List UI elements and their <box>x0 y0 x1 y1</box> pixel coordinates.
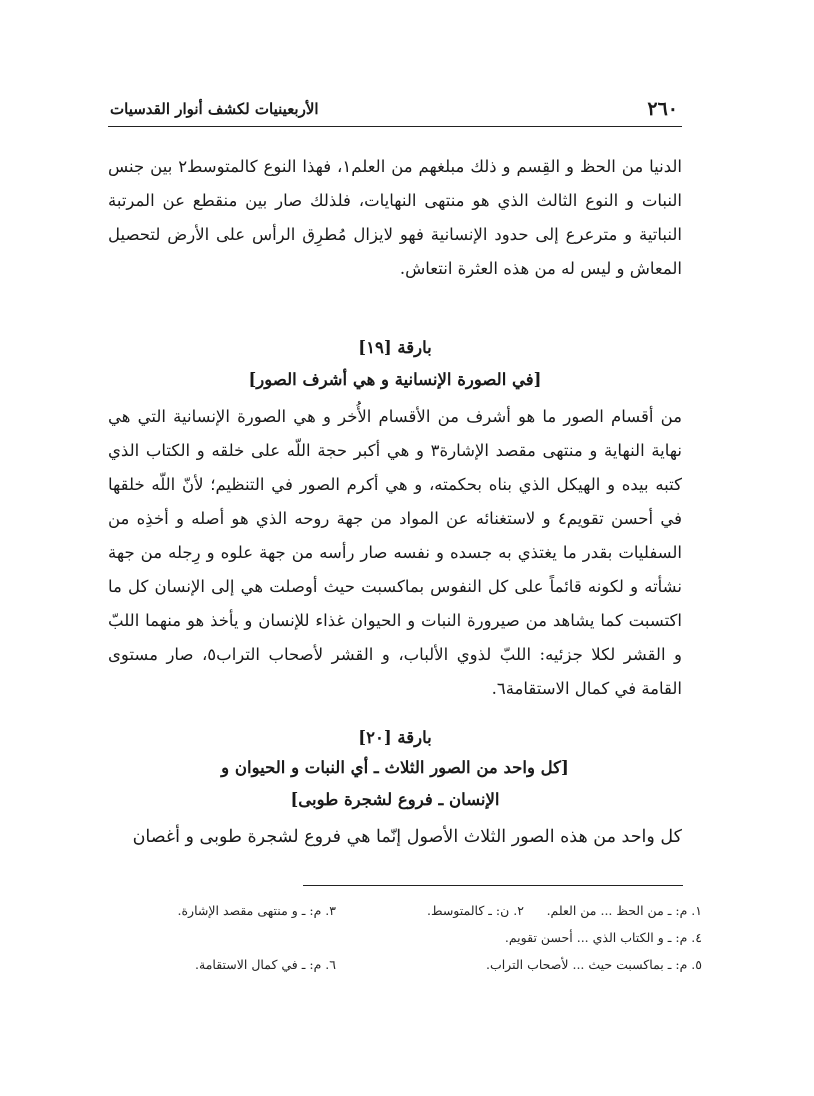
section-20-number: بارقة [٢٠] <box>358 728 432 747</box>
footnote-4: ٤. م: ـ و الكتاب الذي ... أحسن تقويم. <box>504 930 702 945</box>
footnote-3: ٣. م: ـ و منتهى مقصد الإشارة. <box>177 903 336 918</box>
footnote-5: ٥. م: ـ بماكسبت حيث ... لأصحاب التراب. <box>485 957 702 972</box>
footnote-divider <box>303 885 683 886</box>
section-20-title-line2: الإنسان ـ فروع لشجرة طوبى] <box>290 790 500 809</box>
section-19-number: بارقة [١٩] <box>358 338 432 357</box>
footnote-2: ٢. ن: ـ كالمتوسط. <box>426 903 524 918</box>
section-19-title: [في الصورة الإنسانية و هي أشرف الصور] <box>248 370 542 389</box>
section-20-title-line1: [كل واحد من الصور الثلاث ـ أي النبات و الحيوان و <box>221 758 569 777</box>
footnote-1: ١. م: ـ من الحظ ... من العلم. <box>546 903 702 918</box>
section-20-body: كل واحد من هذه الصور الثلاث الأصول إنّما هي فروع لشجرة طوبى و أغصان <box>132 827 682 847</box>
running-header <box>108 92 682 127</box>
running-title: الأربعينيات لكشف أنوار القدسيات <box>110 100 319 118</box>
footnote-6: ٦. م: ـ في كمال الاستقامة. <box>195 957 336 972</box>
page-number: ٢٦٠ <box>647 98 678 120</box>
paragraph-continuation: الدنيا من الحظ و القِسم و ذلك مبلغهم من العلم١، فهذا النوع كالمتوسط٢ بين جنس النبات و النوع الثالث الذي هو منتهى النهايات، فلذلك صار بين منقطع عن المرتبة النباتية و مترعرع إلى حدود الإنسانية فهو لايزال مُطرِق الرأس على الأرض لتحصيل المعاش و ليس له من هذه العثرة انتعاش. <box>108 157 683 278</box>
section-19-body: من أقسام الصور ما هو أشرف من الأقسام الأُخر و هي الصورة الإنسانية التي هي نهاية النهاية و منتهى مقصد الإشارة٣ و هي أكبر حجة اللّه على خلقه و الكتاب الذي كتبه بيده و الهيكل الذي بناه بحكمته، و هي أكرم الصور في التنظيم؛ لأنّ اللّه خلقها في أحسن تقويم٤ و لاستغنائه عن المواد من جهة روحه الذي هو أصله و أخذِه من السفليات بقدر ما يغتذي به جسده و نفسه صار رأسه من جهة علوه و رِجله من جهة نشأته و لكونه قائماً على كل النفوس بماكسبت حيث أوصلت هي إلى الإنسان كل ما اكتسبت كما يشاهد من صيرورة النبات و الحيوان غذاء للإنسان و يأخذ هو منهما اللبّ و القشر لكلا جزئيه: اللبّ لذوي الألباب، و القشر لأصحاب التراب٥، صار مستوى القامة في كمال الاستقامة٦. <box>108 407 682 698</box>
